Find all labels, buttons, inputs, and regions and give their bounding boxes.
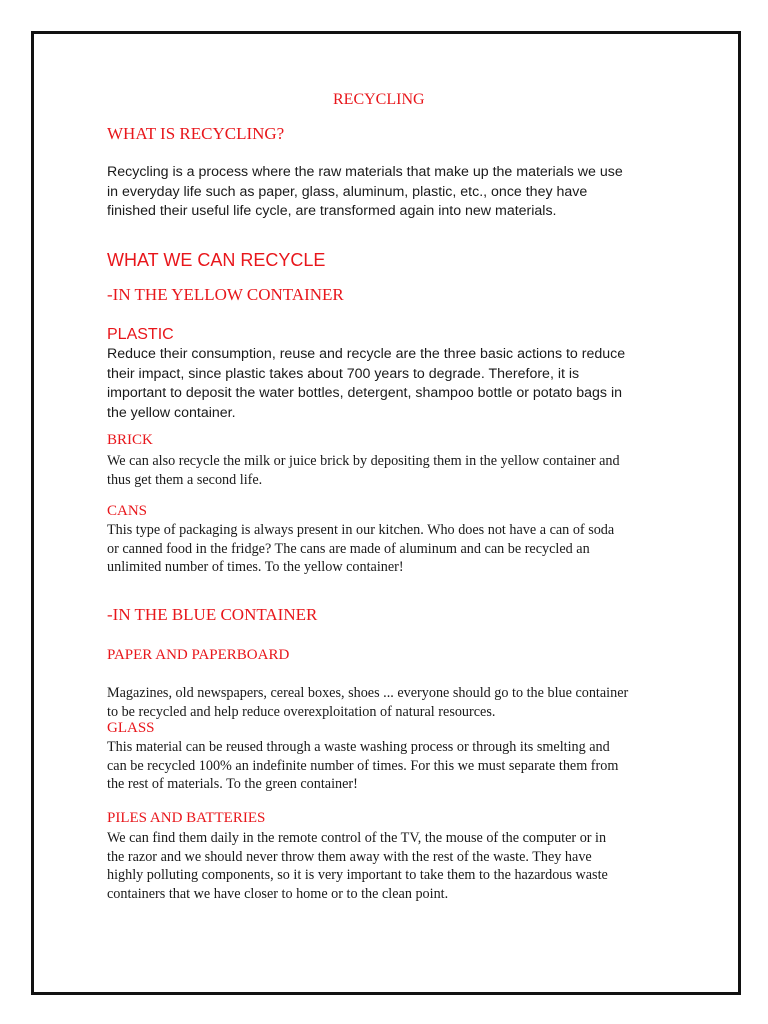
paper-heading: PAPER AND PAPERBOARD	[107, 647, 290, 663]
glass-paragraph	[107, 738, 618, 794]
paragraph-line: thus get them a second life.	[107, 471, 263, 488]
document-title: RECYCLING	[333, 91, 425, 108]
paragraph-line: This type of packaging is always present in our kitchen. Who does not have a can of soda	[107, 522, 615, 538]
piles-heading: PILES AND BATTERIES	[107, 810, 266, 826]
paragraph-line: This material can be reused through a waste washing process or through its smelting and	[107, 739, 610, 755]
brick-heading: BRICK	[107, 432, 153, 448]
yellow-container-heading: -IN THE YELLOW CONTAINER	[107, 285, 344, 304]
what-is-recycling-paragraph	[107, 163, 623, 222]
paragraph-line: can be recycled 100% an indefinite number of times. For this we must separate them from	[107, 757, 619, 774]
paragraph-line: the yellow container.	[107, 404, 236, 421]
paragraph-line: highly polluting components, so it is very important to take them to the hazardous waste	[107, 867, 608, 883]
paragraph-line: We can find them daily in the remote control of the TV, the mouse of the computer or in	[107, 830, 607, 846]
piles-paragraph	[107, 829, 608, 903]
cans-paragraph	[107, 521, 614, 577]
paragraph-line: or canned food in the fridge? The cans are made of aluminum and can be recycled an	[107, 540, 590, 557]
paragraph-line: the razor and we should never throw them away with the rest of the waste. They have	[107, 848, 592, 865]
glass-heading: GLASS	[107, 720, 155, 736]
paragraph-line: We can also recycle the milk or juice brick by depositing them in the yellow container and	[107, 453, 620, 469]
blue-container-heading: -IN THE BLUE CONTAINER	[107, 605, 318, 624]
plastic-paragraph	[107, 345, 625, 423]
paragraph-line: Recycling is a process where the raw materials that make up the materials we use	[107, 164, 623, 180]
paragraph-line: their impact, since plastic takes about 700 years to degrade. Therefore, it is	[107, 365, 580, 382]
cans-heading: CANS	[107, 503, 148, 519]
paragraph-line: in everyday life such as paper, glass, aluminum, plastic, etc., once they have	[107, 183, 588, 200]
paragraph-line: Magazines, old newspapers, cereal boxes, shoes ... everyone should go to the blue container	[107, 685, 629, 701]
brick-paragraph	[107, 452, 620, 489]
paragraph-line: the rest of materials. To the green container!	[107, 776, 358, 792]
paragraph-line: unlimited number of times. To the yellow container!	[107, 559, 404, 575]
paragraph-line: to be recycled and help reduce overexploitation of natural resources.	[107, 703, 496, 720]
paragraph-line: containers that we have closer to home or to the clean point.	[107, 885, 449, 902]
paper-paragraph	[107, 684, 628, 721]
paragraph-line: Reduce their consumption, reuse and recycle are the three basic actions to reduce	[107, 346, 626, 362]
paragraph-line: important to deposit the water bottles, detergent, shampoo bottle or potato bags in	[107, 385, 623, 401]
what-is-recycling-heading: WHAT IS RECYCLING?	[107, 124, 285, 143]
plastic-heading: PLASTIC	[107, 326, 174, 343]
what-we-can-recycle-heading: WHAT WE CAN RECYCLE	[107, 250, 326, 270]
paragraph-line: finished their useful life cycle, are transformed again into new materials.	[107, 203, 557, 219]
